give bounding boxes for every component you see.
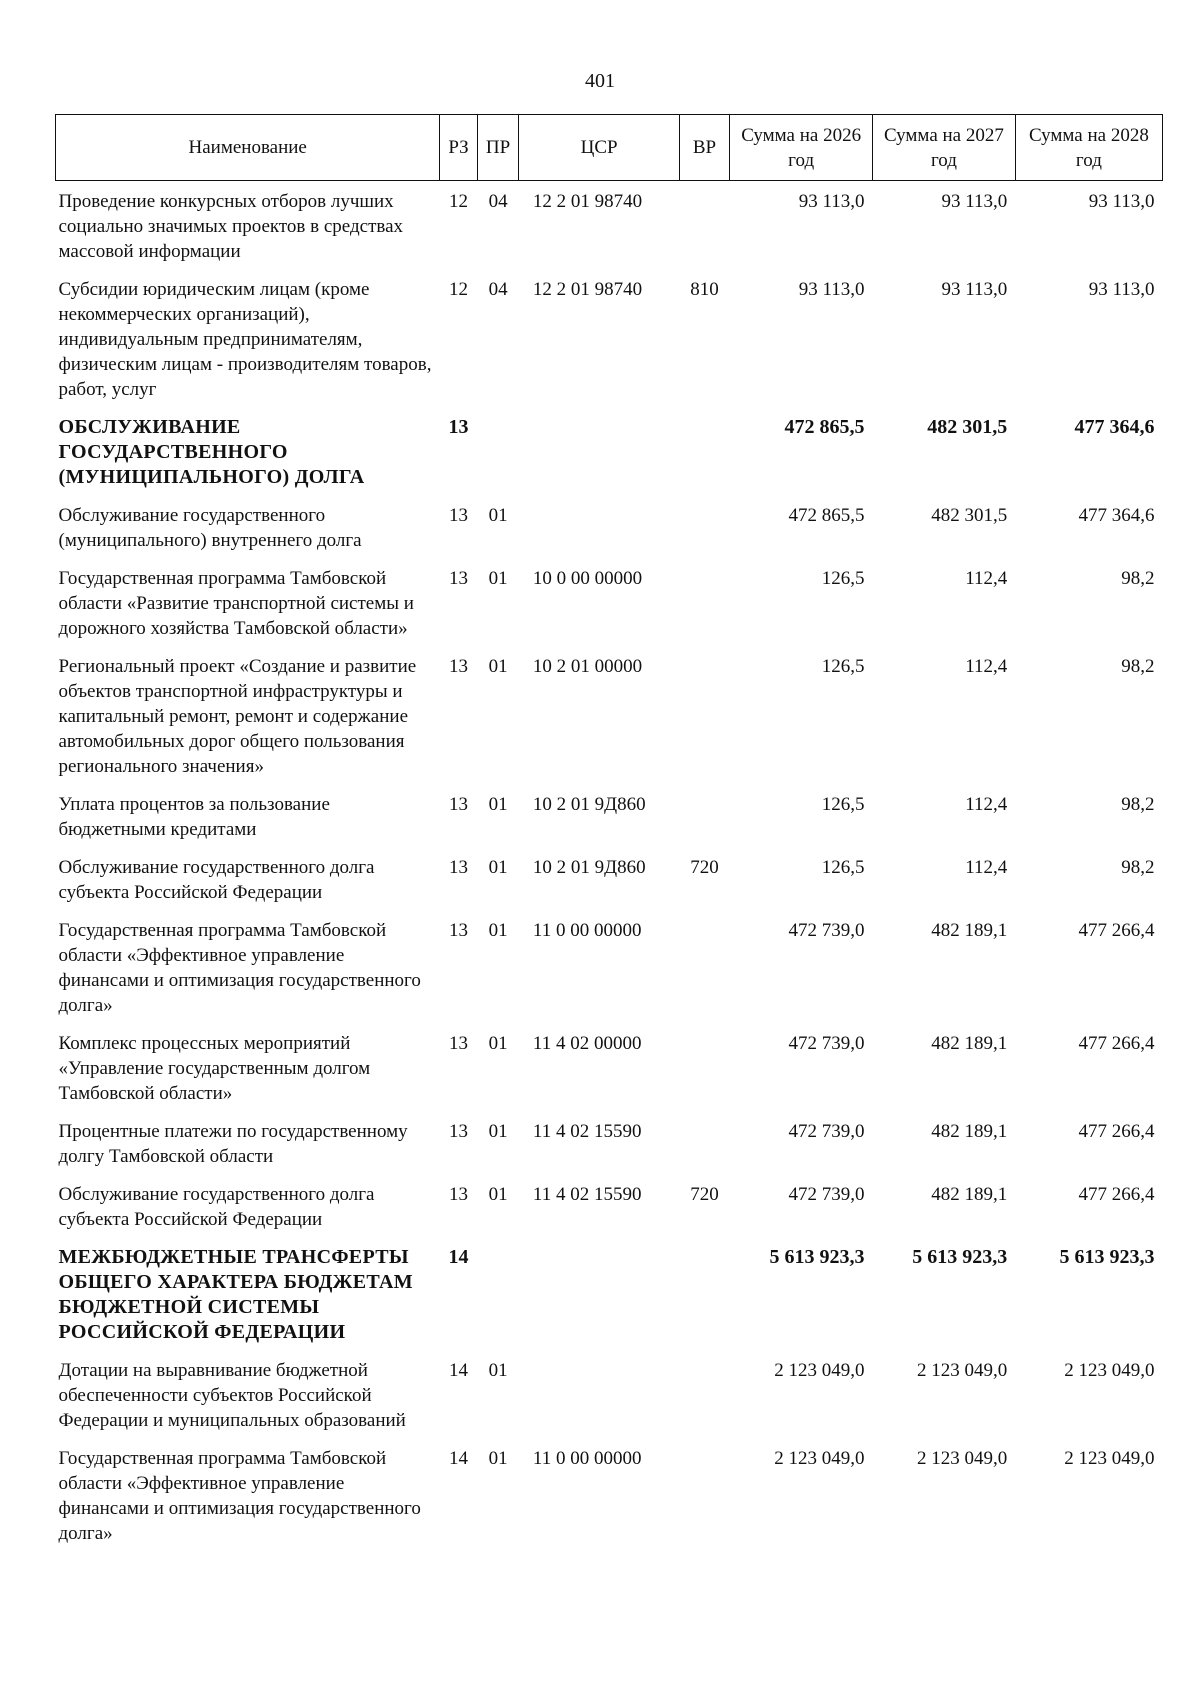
table-row: [56, 1350, 1163, 1438]
table-header: [56, 115, 1163, 181]
cell-name: Обслуживание государственного долга субъекта Российской Федерации: [58, 857, 375, 903]
cell-name: МЕЖБЮДЖЕТНЫЕ ТРАНСФЕРТЫ ОБЩЕГО ХАРАКТЕРА БЮДЖЕТАМ БЮДЖЕТНОЙ СИСТЕМЫ РОССИЙСКОЙ ФЕДЕРАЦИИ: [58, 1246, 413, 1343]
cell-sum-2026: 2 123 049,0: [774, 1448, 865, 1469]
table-row: [56, 1023, 1163, 1111]
cell-vr: [679, 1350, 730, 1438]
cell-sum-2026: 472 739,0: [788, 1033, 865, 1054]
page-number: 401: [585, 70, 615, 92]
cell-name: Комплекс процессных мероприятий «Управление государственным долгом Тамбовской области»: [58, 1033, 371, 1104]
header-sum-2026: Сумма на 2026 год: [730, 115, 873, 181]
cell-sum-2027: 112,4: [965, 794, 1008, 815]
cell-rz: 14: [449, 1360, 469, 1381]
cell-pr: 01: [488, 794, 508, 815]
cell-rz: 12: [449, 191, 469, 212]
cell-rz: 14: [448, 1246, 469, 1268]
cell-vr: [679, 646, 730, 784]
cell-csr: 10 2 01 9Д860: [532, 794, 646, 815]
cell-name: Процентные платежи по государственному долгу Тамбовской области: [58, 1121, 408, 1167]
cell-vr: 810: [690, 279, 719, 300]
cell-pr: 01: [488, 505, 508, 526]
cell-rz: 13: [449, 857, 469, 878]
cell-pr: 01: [488, 1033, 508, 1054]
cell-sum-2028: 477 266,4: [1078, 920, 1155, 941]
cell-sum-2027: 112,4: [965, 568, 1008, 589]
cell-sum-2028: 98,2: [1121, 794, 1155, 815]
cell-sum-2028: 2 123 049,0: [1064, 1360, 1155, 1381]
budget-table: [55, 114, 1163, 1551]
cell-sum-2027: 112,4: [965, 857, 1008, 878]
cell-name: Государственная программа Тамбовской области «Эффективное управление финансами и оптимизация государственного долга»: [58, 920, 421, 1016]
cell-name: Государственная программа Тамбовской области «Эффективное управление финансами и оптимизация государственного долга»: [58, 1448, 421, 1544]
cell-csr: [519, 407, 679, 495]
cell-sum-2028: 98,2: [1121, 656, 1155, 677]
cell-sum-2026: 2 123 049,0: [774, 1360, 865, 1381]
table-row: [56, 269, 1163, 407]
cell-name: Государственная программа Тамбовской области «Развитие транспортной системы и дорожного хозяйства Тамбовской области»: [58, 568, 414, 639]
cell-rz: 13: [449, 656, 469, 677]
cell-sum-2027: 482 189,1: [931, 1033, 1008, 1054]
cell-rz: 13: [449, 1033, 469, 1054]
cell-sum-2026: 126,5: [821, 568, 865, 589]
cell-vr: 720: [690, 1184, 719, 1205]
cell-rz: 13: [449, 1184, 469, 1205]
cell-csr: 10 2 01 9Д860: [532, 857, 646, 878]
cell-sum-2026: 5 613 923,3: [769, 1246, 865, 1268]
table-row: [56, 847, 1163, 910]
cell-vr: [679, 1023, 730, 1111]
cell-sum-2026: 126,5: [821, 794, 865, 815]
cell-sum-2027: 482 189,1: [931, 1184, 1008, 1205]
cell-csr: [519, 1350, 679, 1438]
table-row: [56, 495, 1163, 558]
cell-sum-2028: 2 123 049,0: [1064, 1448, 1155, 1469]
cell-sum-2028: 98,2: [1121, 568, 1155, 589]
cell-csr: [519, 495, 679, 558]
cell-sum-2026: 472 739,0: [788, 1184, 865, 1205]
cell-name: Региональный проект «Создание и развитие объектов транспортной инфраструктуры и капитальный ремонт, ремонт и содержание автомобильных дорог общего пользования регионального значения»: [58, 656, 417, 777]
cell-sum-2027: 482 301,5: [927, 416, 1008, 438]
cell-csr: 11 0 00 00000: [532, 1448, 642, 1469]
section-row: [56, 407, 1163, 495]
cell-rz: 14: [449, 1448, 469, 1469]
cell-sum-2027: 2 123 049,0: [917, 1360, 1008, 1381]
cell-sum-2028: 98,2: [1121, 857, 1155, 878]
cell-sum-2027: 482 301,5: [931, 505, 1008, 526]
table-row: [56, 1111, 1163, 1174]
cell-vr: [679, 1237, 730, 1350]
table-body: [56, 181, 1163, 1552]
cell-vr: [679, 1111, 730, 1174]
header-rz: РЗ: [440, 115, 477, 181]
cell-sum-2027: 2 123 049,0: [917, 1448, 1008, 1469]
cell-csr: 11 4 02 00000: [532, 1033, 642, 1054]
header-csr: ЦСР: [519, 115, 679, 181]
cell-csr: 10 2 01 00000: [532, 656, 643, 677]
cell-sum-2026: 126,5: [821, 857, 865, 878]
cell-pr: 01: [488, 857, 508, 878]
cell-rz: 12: [449, 279, 469, 300]
cell-csr: 11 4 02 15590: [532, 1184, 642, 1205]
cell-vr: [679, 910, 730, 1023]
cell-sum-2028: 5 613 923,3: [1059, 1246, 1155, 1268]
cell-vr: [679, 407, 730, 495]
cell-name: Обслуживание государственного (муниципального) внутреннего долга: [58, 505, 362, 551]
cell-pr: 01: [488, 920, 508, 941]
cell-rz: 13: [449, 568, 469, 589]
cell-pr: [477, 1237, 519, 1350]
header-sum-2028: Сумма на 2028 год: [1015, 115, 1162, 181]
cell-vr: [679, 1438, 730, 1551]
cell-name: Субсидии юридическим лицам (кроме некоммерческих организаций), индивидуальным предпринимателям, физическим лицам - производителям товаров, работ, услуг: [58, 279, 432, 400]
cell-sum-2027: 93 113,0: [941, 279, 1008, 300]
cell-rz: 13: [449, 1121, 469, 1142]
header-vr: ВР: [679, 115, 730, 181]
cell-csr: 12 2 01 98740: [532, 279, 643, 300]
cell-sum-2027: 93 113,0: [941, 191, 1008, 212]
table-row: [56, 181, 1163, 270]
cell-csr: 12 2 01 98740: [532, 191, 643, 212]
table-row: [56, 646, 1163, 784]
cell-pr: 01: [488, 568, 508, 589]
table-row: [56, 558, 1163, 646]
cell-pr: 01: [488, 1360, 508, 1381]
cell-sum-2027: 482 189,1: [931, 1121, 1008, 1142]
header-pr: ПР: [477, 115, 519, 181]
cell-pr: 01: [488, 1121, 508, 1142]
cell-sum-2026: 472 739,0: [788, 920, 865, 941]
cell-name: Обслуживание государственного долга субъекта Российской Федерации: [58, 1184, 375, 1230]
cell-name: ОБСЛУЖИВАНИЕ ГОСУДАРСТВЕННОГО (МУНИЦИПАЛЬНОГО) ДОЛГА: [58, 416, 365, 488]
cell-pr: 01: [488, 656, 508, 677]
cell-sum-2028: 93 113,0: [1088, 279, 1155, 300]
cell-rz: 13: [449, 505, 469, 526]
cell-csr: 10 0 00 00000: [532, 568, 643, 589]
cell-name: Уплата процентов за пользование бюджетными кредитами: [58, 794, 330, 840]
cell-vr: [679, 784, 730, 847]
cell-sum-2028: 477 364,6: [1074, 416, 1155, 438]
cell-vr: [679, 558, 730, 646]
cell-pr: 01: [488, 1184, 508, 1205]
cell-rz: 13: [449, 920, 469, 941]
header-name: Наименование: [56, 115, 440, 181]
cell-rz: 13: [449, 794, 469, 815]
cell-sum-2026: 93 113,0: [798, 279, 865, 300]
cell-sum-2028: 477 266,4: [1078, 1184, 1155, 1205]
cell-name: Проведение конкурсных отборов лучших социально значимых проектов в средствах массовой информации: [58, 191, 404, 262]
cell-pr: 04: [488, 279, 508, 300]
cell-sum-2026: 126,5: [821, 656, 865, 677]
cell-vr: [679, 181, 730, 270]
cell-rz: 13: [448, 416, 469, 438]
header-sum-2027: Сумма на 2027 год: [873, 115, 1016, 181]
cell-sum-2026: 472 865,5: [784, 416, 865, 438]
cell-sum-2026: 472 739,0: [788, 1121, 865, 1142]
table-row: [56, 910, 1163, 1023]
cell-vr: [679, 495, 730, 558]
cell-vr: 720: [690, 857, 719, 878]
cell-csr: 11 4 02 15590: [532, 1121, 642, 1142]
cell-sum-2028: 477 266,4: [1078, 1121, 1155, 1142]
cell-sum-2028: 477 364,6: [1078, 505, 1155, 526]
cell-sum-2026: 93 113,0: [798, 191, 865, 212]
cell-sum-2027: 482 189,1: [931, 920, 1008, 941]
cell-sum-2027: 5 613 923,3: [912, 1246, 1008, 1268]
table-row: [56, 1438, 1163, 1551]
cell-pr: 01: [488, 1448, 508, 1469]
cell-pr: [477, 407, 519, 495]
cell-sum-2028: 477 266,4: [1078, 1033, 1155, 1054]
cell-sum-2027: 112,4: [965, 656, 1008, 677]
cell-csr: [519, 1237, 679, 1350]
section-row: [56, 1237, 1163, 1350]
cell-sum-2026: 472 865,5: [788, 505, 865, 526]
cell-sum-2028: 93 113,0: [1088, 191, 1155, 212]
cell-pr: 04: [488, 191, 508, 212]
cell-name: Дотации на выравнивание бюджетной обеспеченности субъектов Российской Федерации и муниципальных образований: [58, 1360, 406, 1431]
table-row: [56, 1174, 1163, 1237]
table-row: [56, 784, 1163, 847]
cell-csr: 11 0 00 00000: [532, 920, 642, 941]
